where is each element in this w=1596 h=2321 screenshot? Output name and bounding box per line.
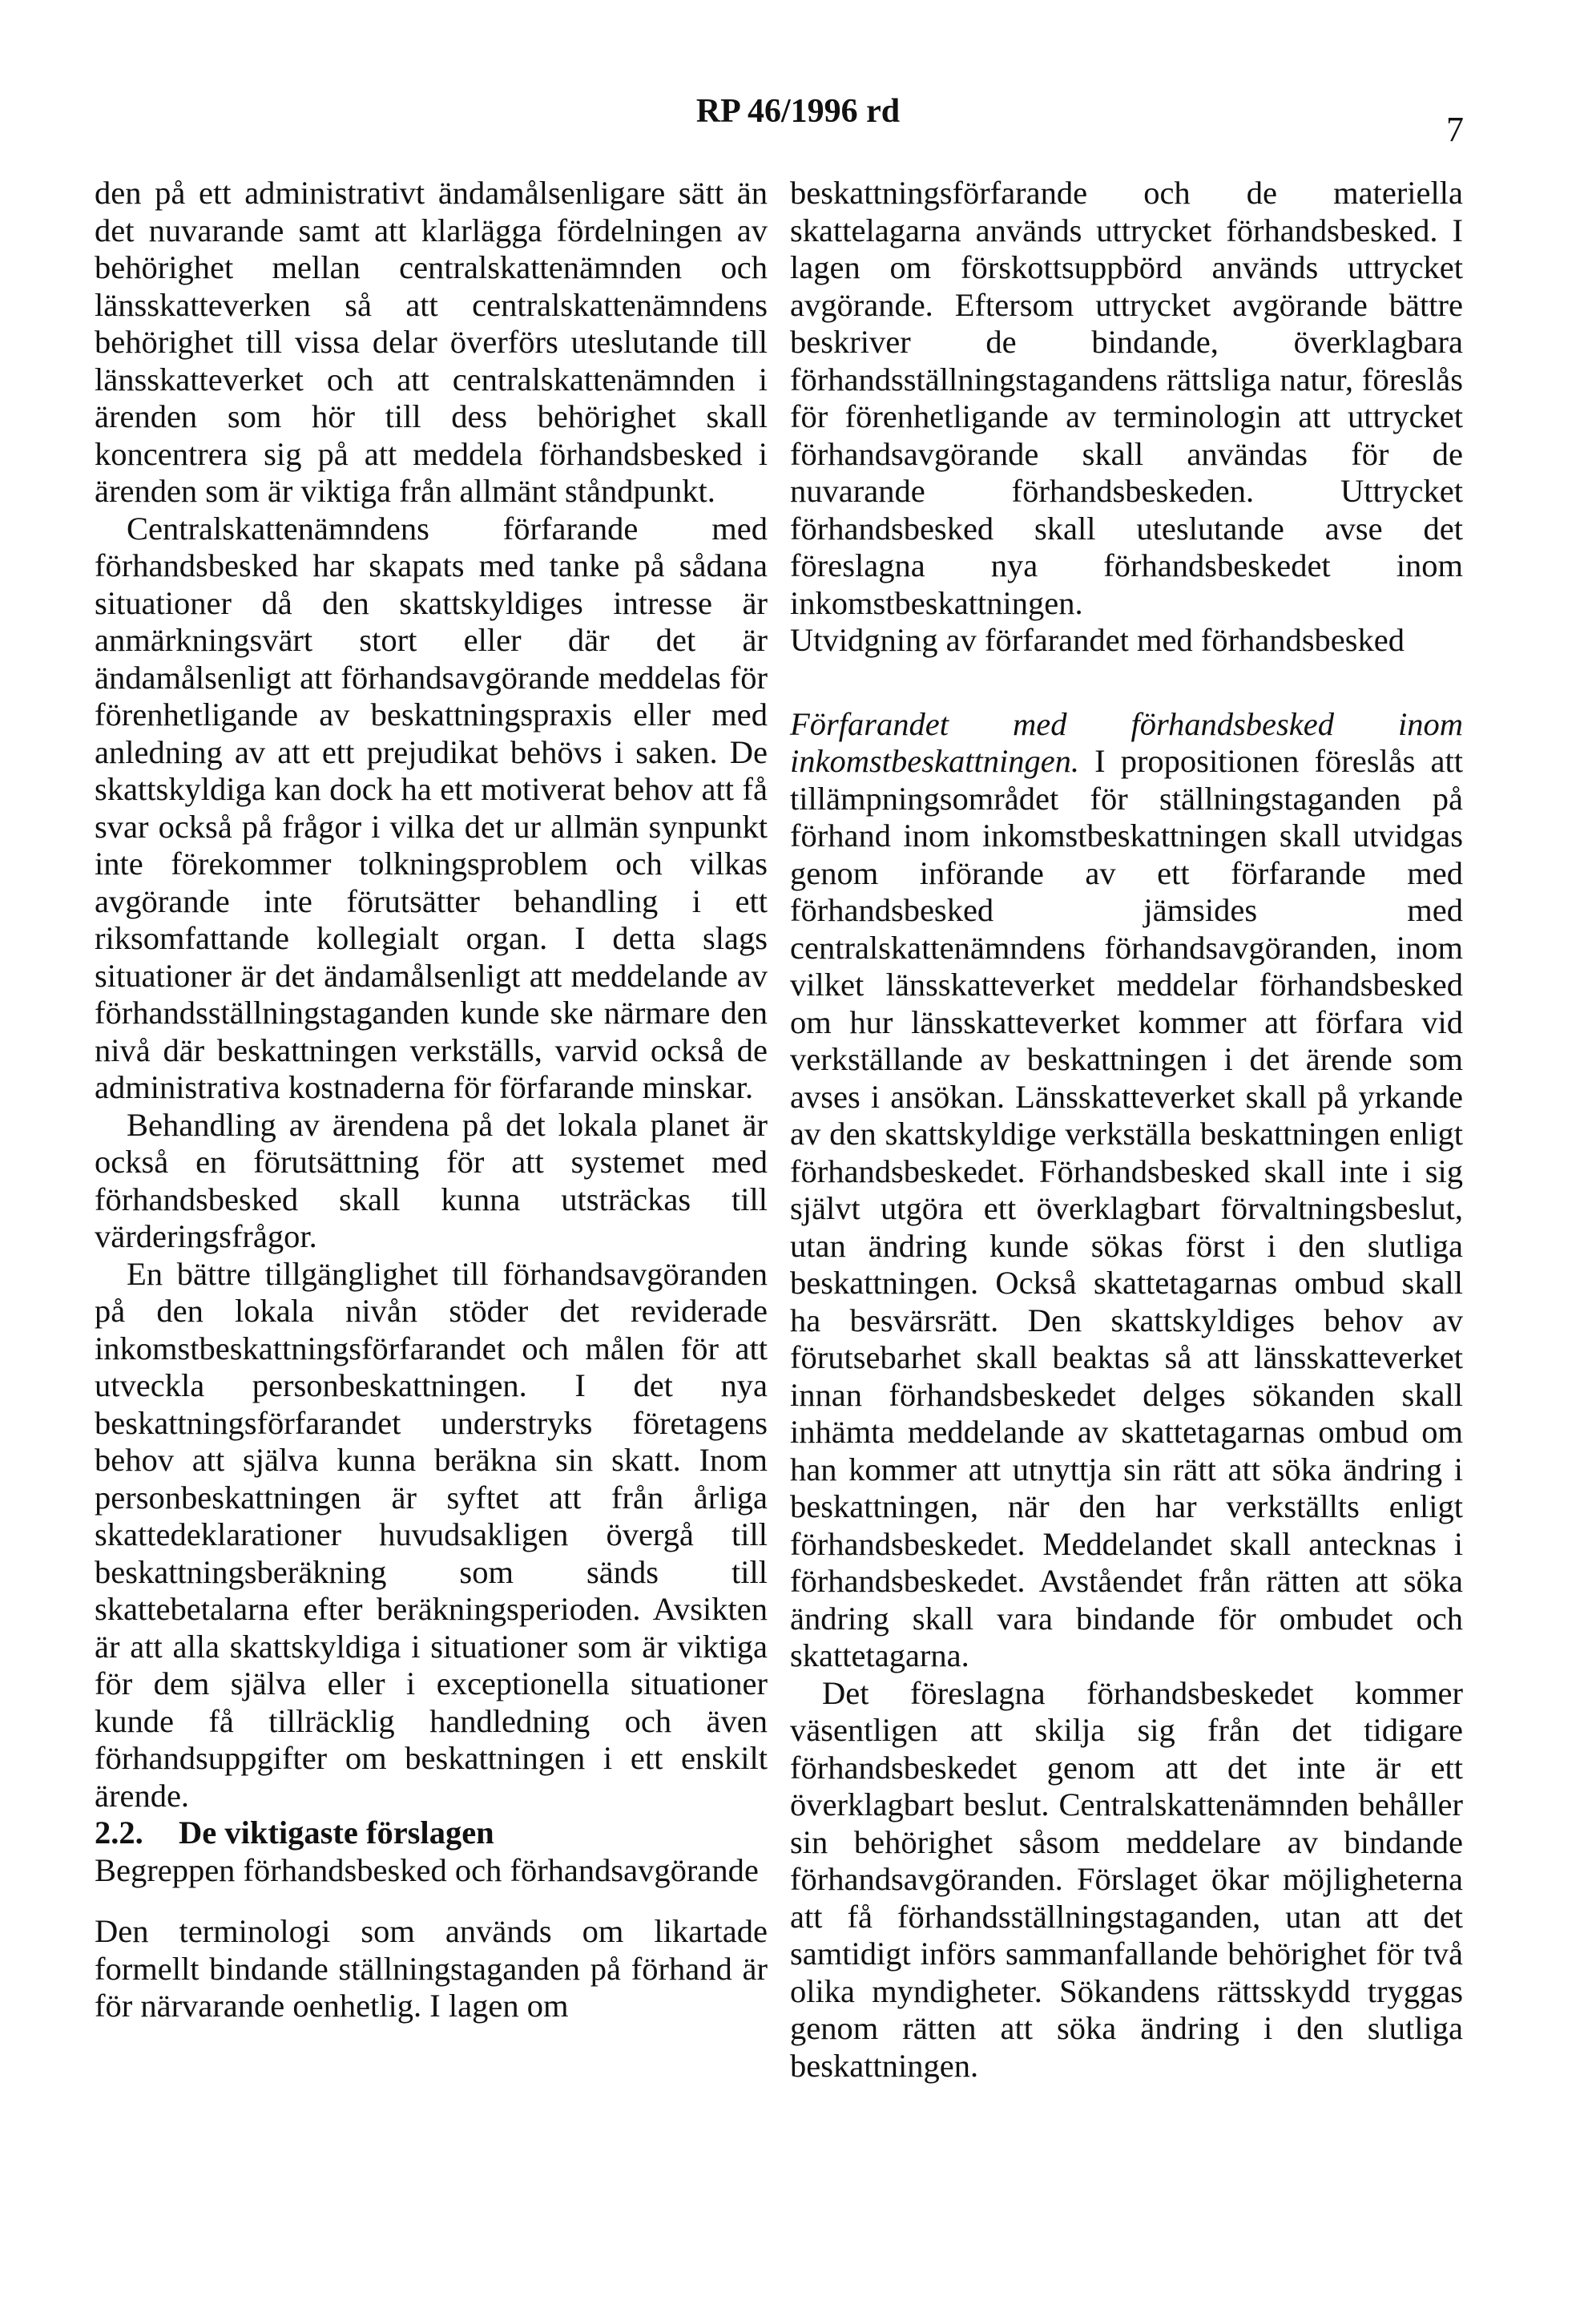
italic-lead-in: Förfarandet med förhandsbesked inom inkomstbeskattningen. xyxy=(790,705,1463,779)
left-column xyxy=(95,175,768,2025)
page-number: 7 xyxy=(1446,110,1464,149)
paragraph: Den terminologi som används om likartade formellt bindande ställningstaganden på förhand är för närvarande oenhetlig. I lagen om xyxy=(95,1913,768,2024)
paragraph: Det föreslagna förhandsbeskedet kommer väsentligen att skilja sig från det tidigare förhandsbeskedet genom att det inte är ett överklagbart beslut. Centralskattenämnden behåller sin behörighet såsom meddelare av bindande förhandsavgöranden. Förslaget ökar möjligheterna att få förhandsställningstaganden, utan att det samtidigt införs sammanfallande behörighet för två olika myndigheter. Sökandens rättsskydd tryggas genom rätten att söka ändring i den slutliga beskattningen. xyxy=(790,1674,1463,2084)
section-heading xyxy=(95,1814,768,1852)
section-title: De viktigaste förslagen xyxy=(179,1814,494,1851)
paragraph xyxy=(790,706,1463,1675)
subheading: Begreppen förhandsbesked och förhandsavgörande xyxy=(95,1851,759,1888)
page-header-title: RP 46/1996 rd xyxy=(695,93,901,130)
subheading: Utvidgning av förfarandet med förhandsbesked xyxy=(790,622,1405,658)
paragraph-text: I propositionen föreslås att tillämpningsområdet för ställningstaganden på förhand inom inkomstbeskattningen skall utvidgas genom införande av ett förfarande med förhandsbesked jämsides med centralskattenämndens förhandsavgöranden, inom vilket länsskatteverket meddelar förhandsbesked om hur länsskatteverket kommer att förfara vid verkställande av beskattningen i det ärende som avses i ansökan. Länsskatteverket skall på yrkande av den skattskyldige verkställa beskattningen enligt förhandsbeskedet. Förhandsbesked skall inte i sig självt utgöra ett överklagbart förvaltningsbeslut, utan ändring kunde sökas först i den slutliga beskattningen. Också skattetagarnas ombud skall ha besvärsrätt. Den skattskyldiges behov av förutsebarhet skall beaktas så att länsskatteverket innan förhandsbeskedet delges sökanden skall inhämta meddelande av skattetagarnas ombud om han kommer att utnyttja sin rätt att söka ändring i beskattningen, när den har verkställts enligt förhandsbeskedet. Meddelandet skall antecknas i förhandsbeskedet. Avståendet från rätten att söka ändring skall vara bindande för ombudet och skattetagarna. xyxy=(790,743,1463,1673)
paragraph: den på ett administrativt ändamålsenligare sätt än det nuvarande samt att klarlägga fördelningen av behörighet mellan centralskattenämnden och länsskatteverken så att centralskattenämndens behörighet till vissa delar överförs uteslutande till länsskatteverket och att centralskattenämnden i ärenden som hör till dess behörighet skall koncentrera sig på att meddela förhandsbesked i ärenden som är viktiga från allmänt ståndpunkt. xyxy=(95,175,768,509)
section-number: 2.2. xyxy=(95,1814,143,1851)
right-column xyxy=(790,175,1463,2085)
paragraph: En bättre tillgänglighet till förhandsavgöranden på den lokala nivån stöder det reviderade inkomstbeskattningsförfarandet och målen för att utveckla personbeskattningen. I det nya beskattningsförfarandet understryks företagens behov att själva kunna beräkna sin skatt. Inom personbeskattningen är syftet att från årliga skattedeklarationer huvudsakligen övergå till beskattningsberäkning som sänds till skattebetalarna efter beräkningsperioden. Avsikten är att alla skattskyldiga i situationer som är viktiga för dem själva eller i exceptionella situationer kunde få tillräcklig handledning och även förhandsuppgifter om beskattningen i ett enskilt ärende. xyxy=(95,1255,768,1814)
paragraph: Behandling av ärendena på det lokala planet är också en förutsättning för att systemet med förhandsbesked skall kunna utsträckas till värderingsfrågor. xyxy=(95,1106,768,1254)
paragraph: Centralskattenämndens förfarande med förhandsbesked har skapats med tanke på sådana situationer då den skattskyldiges intresse är anmärkningsvärt stort eller där det är ändamålsenligt att förhandsavgörande meddelas för förenhetligande av beskattningspraxis eller med anledning av att ett prejudikat behövs i saken. De skattskyldiga kan dock ha ett motiverat behov att få svar också på frågor i vilka det ur allmän synpunkt inte förekommer tolkningsproblem och vilkas avgörande inte förutsätter behandling i ett riksomfattande kollegialt organ. I detta slags situationer är det ändamålsenligt att meddelande av förhandsställningstaganden kunde ske närmare den nivå där beskattningen verkställs, varvid också de administrativa kostnaderna för förfarande minskar. xyxy=(95,510,768,1105)
paragraph: beskattningsförfarande och de materiella skattelagarna används uttrycket förhandsbesked. I lagen om förskottsuppbörd används uttrycket avgörande. Eftersom uttrycket avgörande bättre beskriver de bindande, överklagbara förhandsställningstagandens rättsliga natur, föreslås för förenhetligande av terminologin att uttrycket förhandsavgörande skall användas för de nuvarande förhandsbeskeden. Uttrycket förhandsbesked skall uteslutande avse det föreslagna nya förhandsbeskedet inom inkomstbeskattningen. xyxy=(790,175,1463,621)
